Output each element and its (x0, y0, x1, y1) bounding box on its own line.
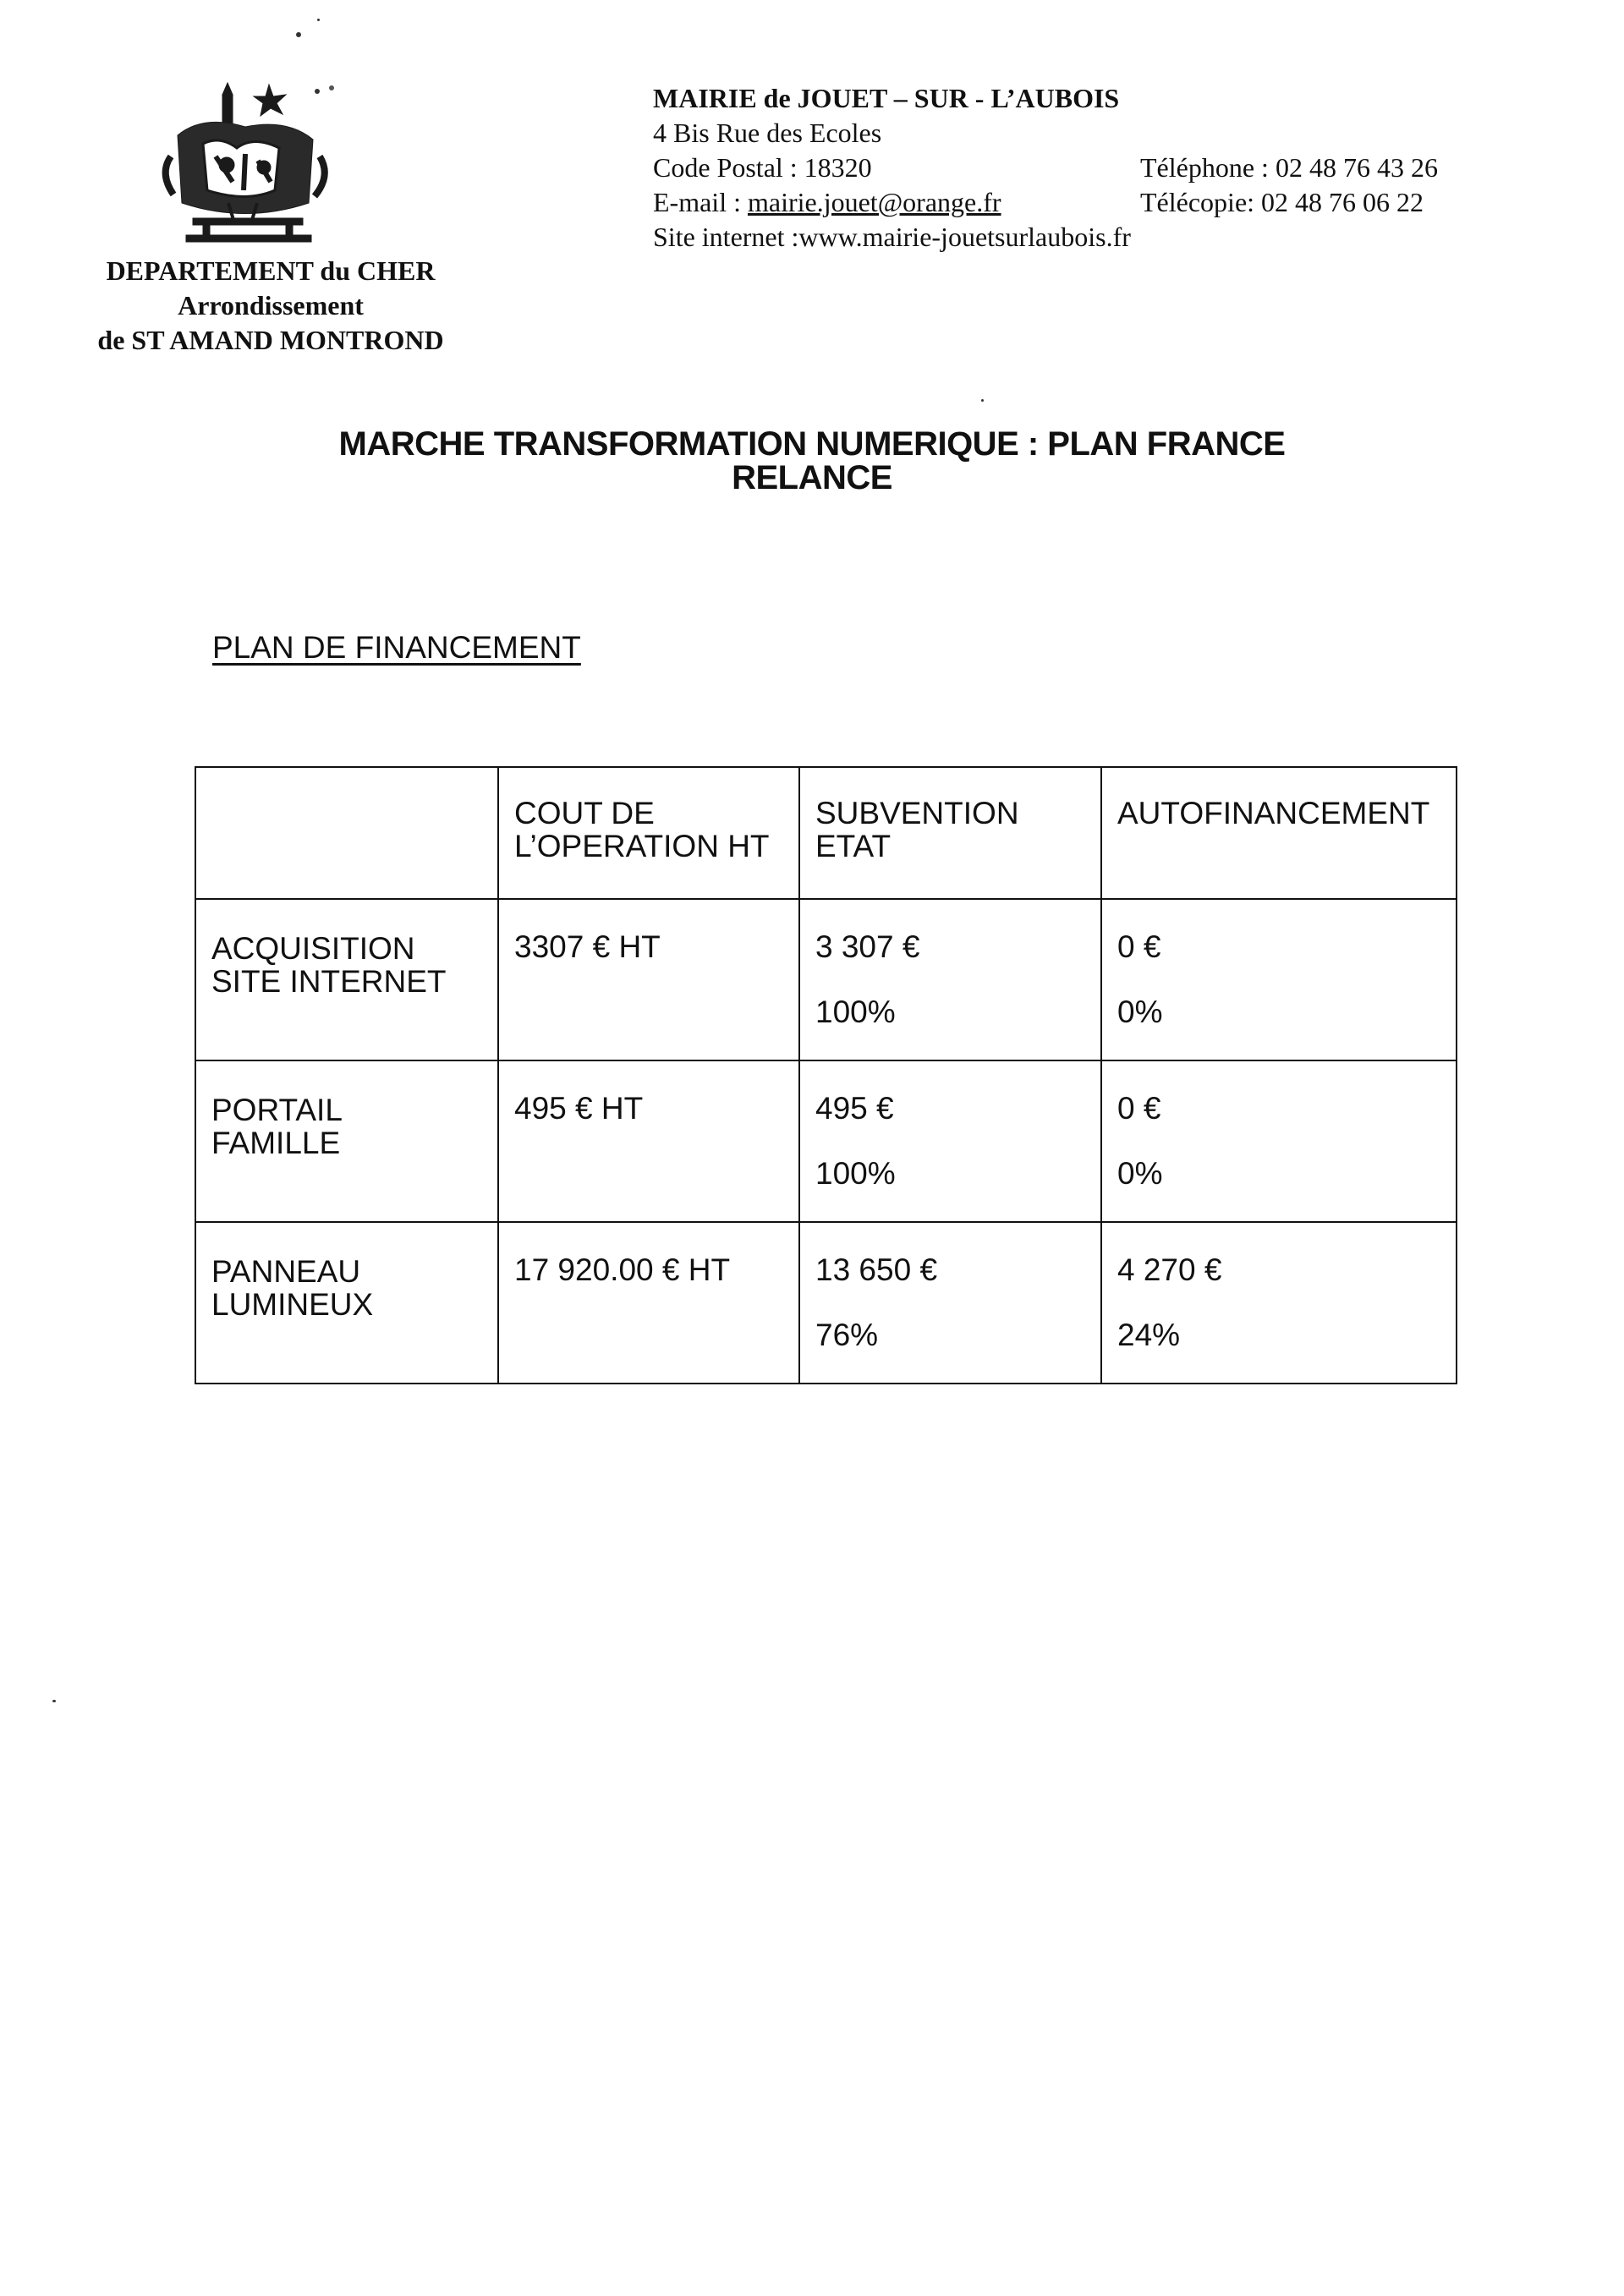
title-line-2: RELANCE (732, 459, 892, 496)
autofinancement-pct: 24% (1117, 1318, 1181, 1352)
table-header-row (195, 767, 1457, 899)
scan-speck (981, 399, 984, 402)
subvention-cell: 3 307 € 100% (799, 899, 1101, 1060)
table-row (195, 1222, 1457, 1384)
row-label: PORTAIL FAMILLE (195, 1060, 498, 1222)
arrondissement-name: de ST AMAND MONTROND (97, 325, 444, 355)
subvention-pct: 100% (815, 1156, 896, 1191)
header-cell-subvention: SUBVENTION ETAT (799, 767, 1101, 899)
cost-cell: 17 920.00 € HT (498, 1222, 799, 1384)
scan-speck (52, 1700, 56, 1702)
row-label: ACQUISITION SITE INTERNET (195, 899, 498, 1060)
autofinancement-cell: 4 270 € 24% (1101, 1222, 1457, 1384)
mairie-address: 4 Bis Rue des Ecoles (653, 118, 882, 148)
mairie-name: MAIRIE de JOUET – SUR - L’AUBOIS (653, 83, 1120, 113)
scan-speck (296, 32, 301, 37)
email-fax-line (653, 185, 1499, 220)
autofinancement-cell: 0 € 0% (1101, 1060, 1457, 1222)
autofinancement-cell: 0 € 0% (1101, 899, 1457, 1060)
email-link[interactable]: mairie.jouet@orange.fr (747, 187, 1001, 217)
header-cell-autofinancement: AUTOFINANCEMENT (1101, 767, 1457, 899)
header-cell-empty (195, 767, 498, 899)
fax-number: Télécopie: 02 48 76 06 22 (1140, 187, 1424, 217)
autofinancement-pct: 0% (1117, 995, 1163, 1029)
arrondissement-label: Arrondissement (178, 290, 364, 321)
document-title (169, 427, 1455, 495)
financing-table (195, 766, 1457, 1384)
coat-of-arms-icon (152, 76, 338, 249)
email-label: E-mail : (653, 187, 748, 217)
section-heading: PLAN DE FINANCEMENT (212, 630, 581, 665)
subvention-pct: 76% (815, 1318, 879, 1352)
row-label: PANNEAU LUMINEUX (195, 1222, 498, 1384)
table-row (195, 899, 1457, 1060)
subvention-pct: 100% (815, 995, 896, 1029)
title-line-1: MARCHE TRANSFORMATION NUMERIQUE : PLAN FRANCE (338, 425, 1286, 463)
phone-number: Téléphone : 02 48 76 43 26 (1140, 152, 1438, 183)
department-block (68, 254, 474, 358)
scan-speck (317, 19, 320, 21)
cost-cell: 3307 € HT (498, 899, 799, 1060)
subvention-cell: 13 650 € 76% (799, 1222, 1101, 1384)
website-line: Site internet :www.mairie-jouetsurlaubois.fr (653, 222, 1131, 252)
postal-code: Code Postal : 18320 (653, 152, 872, 183)
table-row (195, 1060, 1457, 1222)
subvention-cell: 495 € 100% (799, 1060, 1101, 1222)
mairie-contact-block (653, 81, 1499, 255)
autofinancement-pct: 0% (1117, 1156, 1163, 1191)
postal-phone-line (653, 151, 1499, 185)
department-name: DEPARTEMENT du CHER (106, 255, 436, 286)
cost-cell: 495 € HT (498, 1060, 799, 1222)
header-cell-cost: COUT DE L’OPERATION HT (498, 767, 799, 899)
